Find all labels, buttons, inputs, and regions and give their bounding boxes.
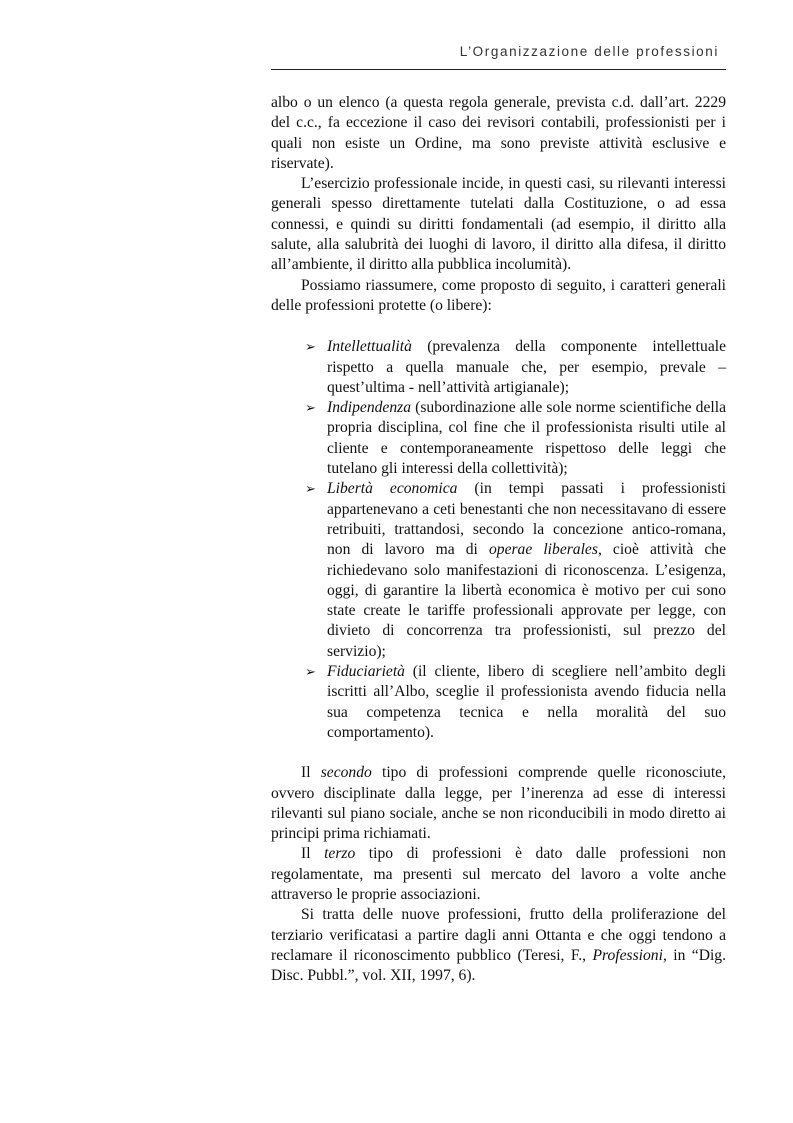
trait-term: Indipendenza: [327, 399, 412, 417]
emphasis-terzo: terzo: [324, 845, 356, 863]
spacer: [271, 316, 726, 337]
trait-description: (prevalenza della componente intellettuale rispetto a quella manuale che, per esempio, prevale – quest’ultima - nell’attività artigianale);: [327, 338, 726, 396]
trait-term: Fiduciarietà: [327, 663, 405, 681]
paragraph-albo: albo o un elenco (a questa regola generale, prevista c.d. dall’art. 2229 del c.c., fa eccezione il caso dei revisori contabili, professionisti per i quali non esiste un Ordine, ma sono previste attività esclusive e riservate).: [271, 94, 726, 172]
trait-description: (subordinazione alle sole norme scientifiche della propria disciplina, col fine che il professionista risulti utile al cliente e contemporaneamente rispettoso delle leggi che tutelano gli interessi della collettività);: [327, 399, 726, 478]
page-body: [271, 93, 726, 986]
paragraph-esercizio: L’esercizio professionale incide, in questi casi, su rilevanti interessi generali spesso direttamente tutelati dalla Costituzione, o ad essa connessi, e quindi su diritti fondamentali (ad esempio, il diritto alla salute, alla salubrità dei luoghi di lavoro, il diritto alla difesa, il diritto all’ambiente, il diritto alla pubblica incolumità).: [271, 175, 726, 274]
trait-term: Intellettualità: [327, 338, 412, 356]
paragraph-nuove-professioni: [271, 905, 726, 986]
text-run: tipo di professioni è dato dalle professioni non regolamentate, ma presenti sul mercato del lavoro a volte anche attraverso le proprie associazioni.: [271, 845, 726, 903]
paragraph-riassumere: Possiamo riassumere, come proposto di seguito, i caratteri generali delle professioni protette (o libere):: [271, 276, 726, 314]
text-run: Il: [301, 764, 321, 782]
list-item-intellettualita: [271, 337, 726, 398]
header-rule: [271, 69, 726, 70]
list-item-indipendenza: [271, 398, 726, 479]
spacer: [271, 743, 726, 763]
paragraph-terzo-tipo: [271, 844, 726, 905]
trait-term: Libertà economica: [327, 480, 458, 498]
traits-list: [271, 337, 726, 743]
trait-description-cont: , cioè attività che richiedevano solo manifestazioni di riconoscenza. L’esigenza, oggi, di garantire la libertà economica è motivo per cui sono state create le tariffe professionali approvate per legge, con divieto di concorrenza tra professionisti, sul prezzo del servizio);: [327, 541, 727, 660]
arrow-bullet-icon: ➢: [305, 481, 316, 497]
text-run: Si tratta delle nuove professioni, frutto della proliferazione del terziario verificatasi a partire dagli anni Ottanta e che oggi tendono a reclamare il riconoscimento pubblico (Teresi, F.,: [271, 906, 726, 964]
list-item-liberta-economica: [271, 479, 726, 662]
text-run: tipo di professioni comprende quelle riconosciute, ovvero disciplinate dalla legge, per l’inerenza ad esse di interessi rilevanti sul piano sociale, anche se non riconducibili in modo diretto ai principi prima richiamati.: [271, 764, 726, 843]
paragraph-secondo-tipo: [271, 763, 726, 844]
running-header: L’Organizzazione delle professioni: [459, 44, 719, 59]
trait-description: (il cliente, libero di scegliere nell’ambito degli iscritti all’Albo, sceglie il professionista avendo fiducia nella sua competenza tecnica e nella moralità del suo comportamento).: [327, 663, 726, 741]
text-run: Il: [301, 845, 325, 863]
list-item-fiduciarieta: [271, 662, 726, 743]
emphasis-secondo: secondo: [320, 764, 372, 782]
arrow-bullet-icon: ➢: [305, 339, 316, 355]
citation-title: Professioni: [592, 946, 663, 964]
trait-latin-term: operae liberales: [488, 541, 598, 559]
trait-description: (in tempi passati i professionisti appartenevano a ceti benestanti che non necessitavano di essere retribuiti, trattandosi, secondo la concezione antico-romana, non di lavoro ma di: [327, 480, 726, 559]
text-run: , in “Dig. Disc. Pubbl.”, vol. XII, 1997, 6).: [271, 946, 726, 985]
arrow-bullet-icon: ➢: [305, 400, 316, 416]
arrow-bullet-icon: ➢: [305, 664, 316, 680]
